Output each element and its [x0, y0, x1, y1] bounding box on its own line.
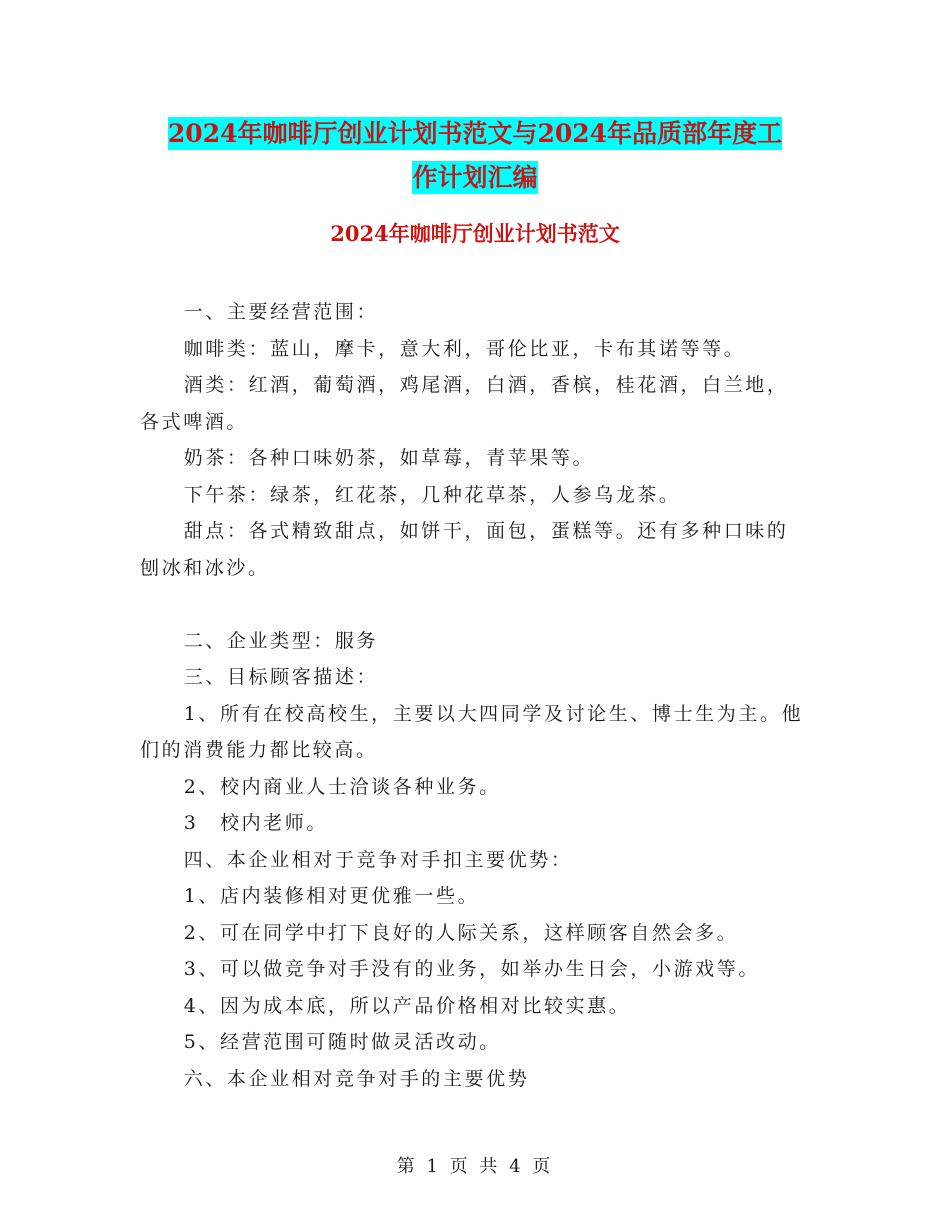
document-title	[140, 112, 810, 200]
section-title: 2024年咖啡厅创业计划书范文	[330, 221, 620, 246]
list-item: 1、店内装修相对更优雅一些。	[183, 885, 480, 907]
list-item: 3 校内老师。	[183, 812, 328, 834]
paragraph-afternoon-tea: 下午茶：绿茶，红花茶，几种花草茶，人参乌龙茶。	[183, 483, 681, 506]
paragraph-competitive-advantages: 六、本企业相对竞争对手的主要优势	[183, 1067, 530, 1090]
paragraph-desserts: 甜点：各式精致甜点，如饼干，面包，蛋糕等。还有多种口味的刨冰和冰沙。	[140, 520, 789, 579]
paragraph-target-customers: 三、目标顾客描述：	[183, 666, 379, 688]
list-item: 4、因为成本底，所以产品价格相对比较实惠。	[183, 994, 631, 1017]
document-body	[140, 294, 808, 1097]
paragraph-business-scope: 一、主要经营范围：	[183, 301, 379, 323]
page-footer: 第 1 页 共 4 页	[396, 1156, 554, 1177]
document-title-line-1: 2024年咖啡厅创业计划书范文与2024年品质部年度工	[167, 119, 783, 148]
list-item: 1、所有在校高校生，主要以大四同学及讨论生、博士生为主。他们的消费能力都比较高。	[140, 702, 804, 761]
paragraph-enterprise-type: 二、企业类型：服务	[183, 629, 379, 652]
document-title-line-2: 作计划汇编	[412, 163, 538, 192]
paragraph-alcohol: 酒类：红酒，葡萄酒，鸡尾酒，白酒，香槟，桂花酒，白兰地，各式啤酒。	[140, 374, 789, 433]
paragraph-advantages-heading: 四、本企业相对于竞争对手扣主要优势：	[183, 848, 573, 871]
paragraph-milk-tea: 奶茶：各种口味奶茶，如草莓，青苹果等。	[183, 447, 595, 469]
paragraph-coffee: 咖啡类：蓝山，摩卡，意大利，哥伦比亚，卡布其诺等等。	[183, 337, 746, 360]
list-item: 3、可以做竞争对手没有的业务，如举办生日会，小游戏等。	[183, 958, 760, 980]
list-item: 5、经营范围可随时做灵活改动。	[183, 1031, 501, 1053]
list-item: 2、可在同学中打下良好的人际关系，这样顾客自然会多。	[183, 921, 739, 944]
list-item: 2、校内商业人士洽谈各种业务。	[183, 775, 501, 798]
